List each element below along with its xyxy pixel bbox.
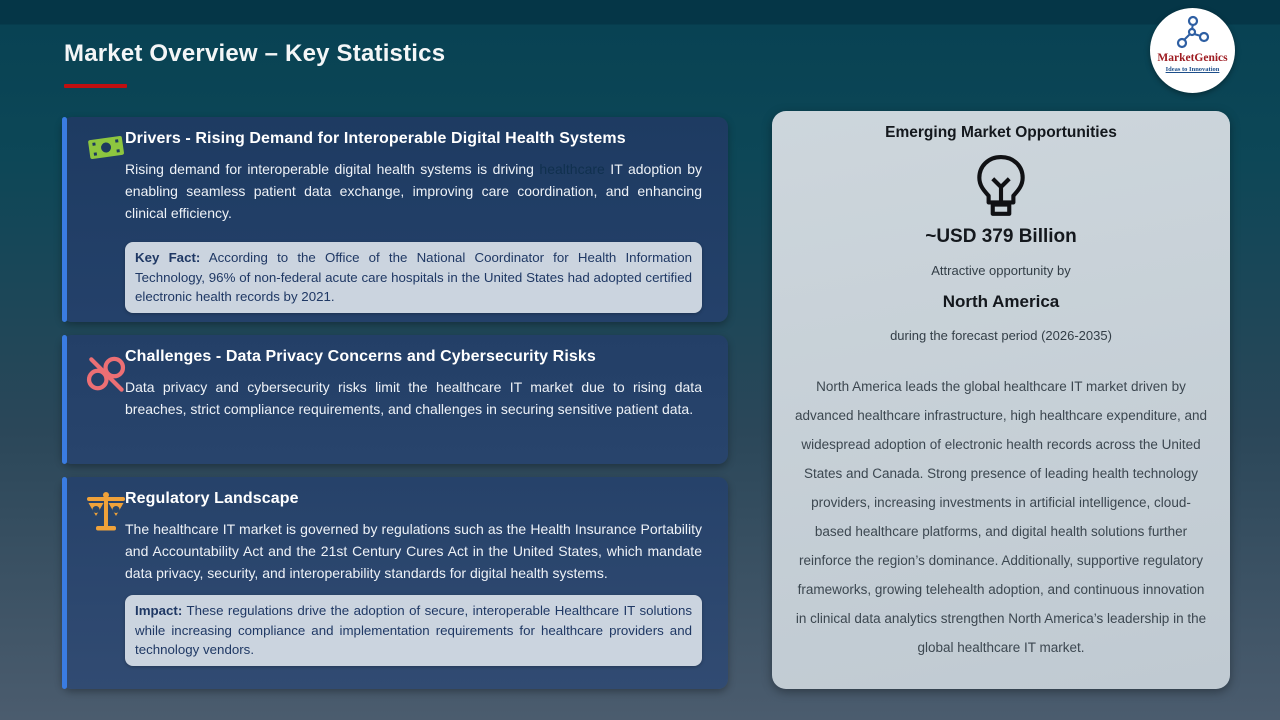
title-underline <box>64 84 127 88</box>
panel-title: Emerging Market Opportunities <box>885 124 1117 141</box>
money-icon <box>84 130 128 174</box>
key-fact-label: Key Fact: <box>135 250 201 265</box>
card-heading: Challenges - Data Privacy Concerns and Cybersecurity Risks <box>125 348 596 365</box>
card-body-text: Rising demand for interoperable digital health systems is driving <box>125 161 540 177</box>
card-accent-stripe <box>62 117 67 322</box>
opportunity-value: ~USD 379 Billion <box>925 226 1077 247</box>
card-regulatory <box>62 477 728 689</box>
impact-box <box>125 595 702 666</box>
card-heading: Regulatory Landscape <box>125 490 299 507</box>
page-title: Market Overview – Key Statistics <box>64 40 446 67</box>
opportunity-subtitle: Attractive opportunity by <box>931 263 1071 278</box>
lightbulb-icon <box>790 154 1212 220</box>
card-drivers <box>62 117 728 322</box>
card-accent-stripe <box>62 477 67 689</box>
impact-text: These regulations drive the adoption of secure, interoperable Healthcare IT solutions while increasing compliance and implementation requirements for healthcare providers and technology vendors. <box>135 603 692 657</box>
card-body-highlight: healthcare <box>539 161 605 177</box>
key-fact-text: According to the Office of the National Coordinator for Health Information Technology, 96% of non-federal acute care hospitals in the United States had adopted certified electronic health records by 2021. <box>135 250 693 304</box>
card-body-text: IT adoption by enabling seamless patient data exchange, improving care coordination, and enhancing clinical efficiency. <box>125 161 702 221</box>
card-challenges <box>62 335 728 464</box>
key-fact-box <box>125 242 702 313</box>
opportunity-region: North America <box>942 292 1060 311</box>
impact-label: Impact: <box>135 603 183 618</box>
card-accent-stripe <box>62 335 67 464</box>
emerging-opportunities-panel <box>772 111 1230 689</box>
card-heading: Drivers - Rising Demand for Interoperable Digital Health Systems <box>125 130 626 147</box>
card-body: The healthcare IT market is governed by regulations such as the Health Insurance Portability and Accountability Act and the 21st Century Cures Act in the United States, which mandate data privacy, security, and interoperability standards for digital health systems. <box>125 521 702 581</box>
opportunity-description: North America leads the global healthcare IT market driven by advanced healthcare infrastructure, high healthcare expenditure, and widespread adoption of electronic health records across the United States and Canada. Strong presence of leading health technology providers, increasing investments in artificial intelligence, cloud-based healthcare platforms, and digital health solutions further reinforce the region’s dominance. Additionally, supportive regulatory frameworks, growing telehealth adoption, and continuous innovation in clinical data analytics strengthen North America’s leadership in the global healthcare IT market. <box>794 379 1208 655</box>
logo-name: MarketGenics <box>1157 52 1228 64</box>
broken-link-icon <box>84 351 128 395</box>
opportunity-period: during the forecast period (2026-2035) <box>890 328 1112 343</box>
scales-icon <box>84 490 128 534</box>
card-body: Data privacy and cybersecurity risks limit the healthcare IT market due to rising data breaches, strict compliance requirements, and challenges in securing sensitive patient data. <box>125 379 702 417</box>
logo-tagline: Ideas to Innovation <box>1165 66 1220 73</box>
card-body <box>125 158 702 224</box>
marketgenics-logo <box>1150 8 1235 93</box>
